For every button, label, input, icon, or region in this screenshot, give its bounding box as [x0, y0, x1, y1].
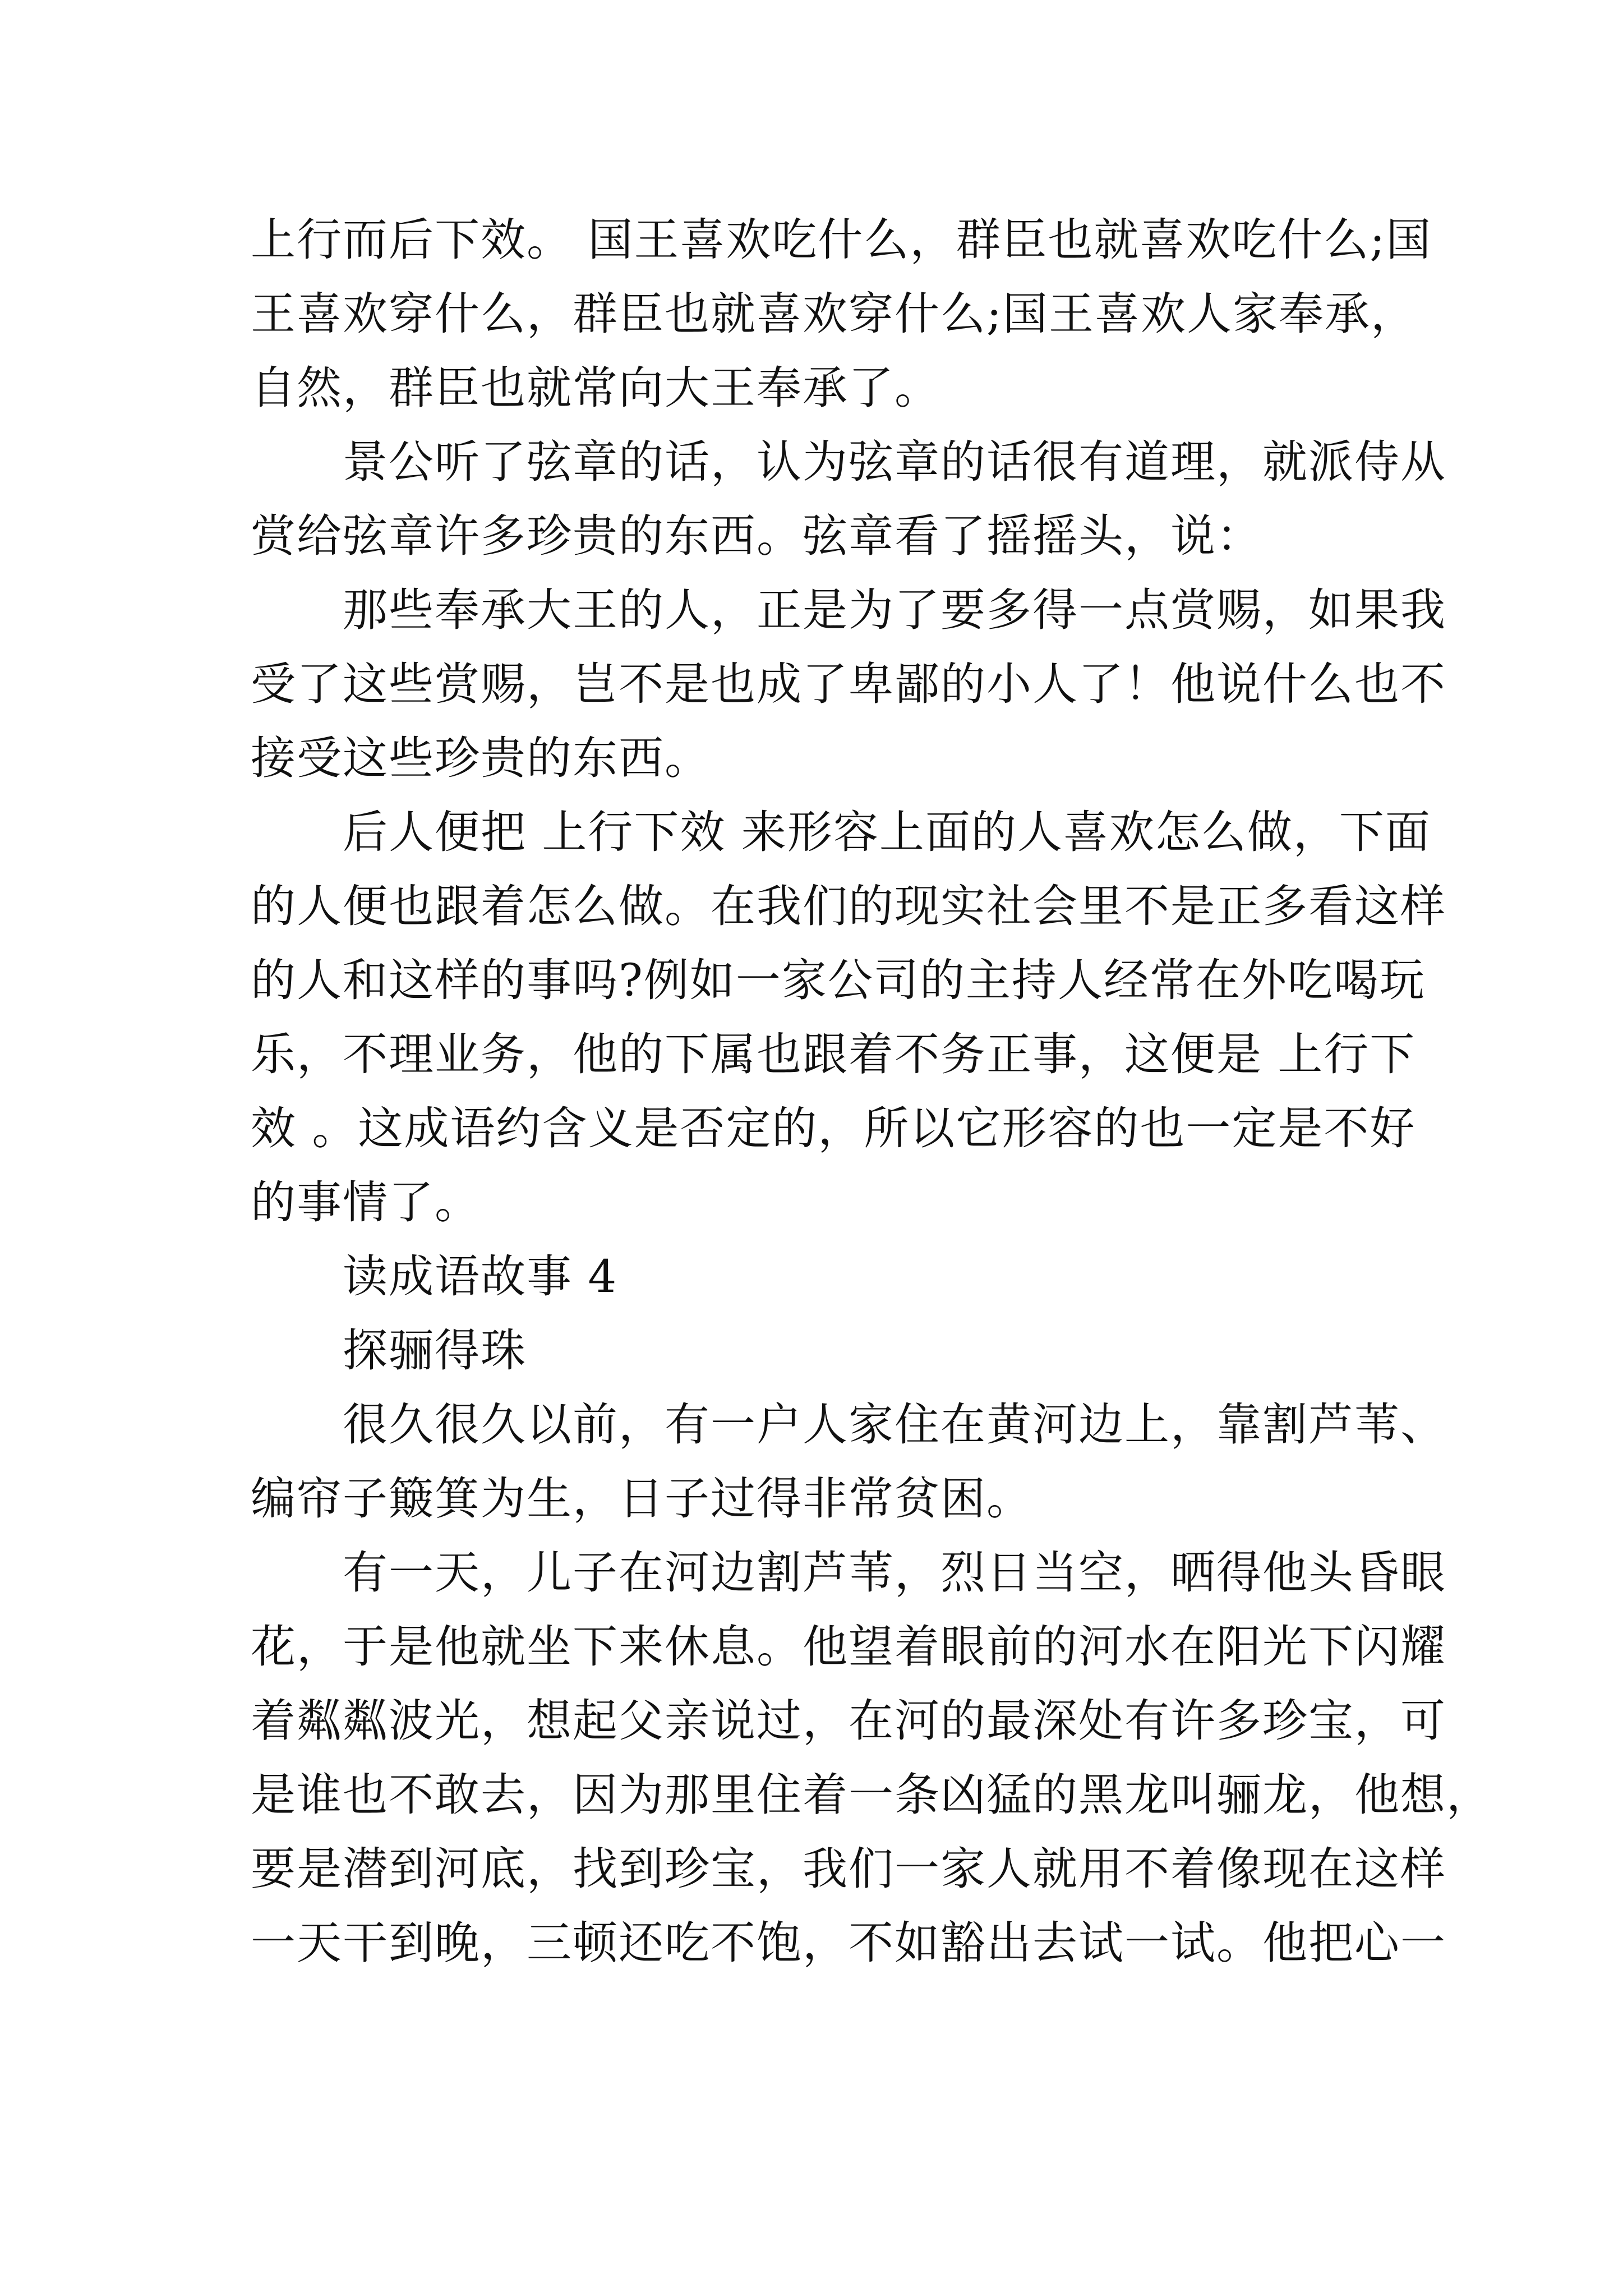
text-line: 乐，不理业务，他的下属也跟着不务正事，这便是 上行下 — [251, 1028, 1416, 1080]
text-line: 的事情了。 — [251, 1176, 481, 1228]
text-line: 一天干到晚，三顿还吃不饱，不如豁出去试一试。他把心一 — [251, 1917, 1446, 1969]
text-line: 有一天，儿子在河边割芦苇，烈日当空，晒得他头昏眼 — [251, 1547, 1446, 1599]
text-line: 上行而后下效。 国王喜欢吃什么，群臣也就喜欢吃什么;国 — [251, 214, 1432, 266]
text-line: 赏给弦章许多珍贵的东西。弦章看了摇摇头，说： — [251, 510, 1262, 562]
text-line: 的人和这样的事吗?例如一家公司的主持人经常在外吃喝玩 — [251, 954, 1426, 1006]
text-line: 的人便也跟着怎么做。在我们的现实社会里不是正多看这样 — [251, 880, 1446, 932]
text-line: 王喜欢穿什么，群臣也就喜欢穿什么;国王喜欢人家奉承， — [251, 288, 1417, 340]
text-line: 要是潜到河底，找到珍宝，我们一家人就用不着像现在这样 — [251, 1843, 1446, 1895]
text-line: 景公听了弦章的话，认为弦章的话很有道理，就派侍从 — [251, 436, 1446, 488]
text-line: 编帘子簸箕为生，日子过得非常贫困。 — [251, 1473, 1032, 1525]
text-line: 受了这些赏赐，岂不是也成了卑鄙的小人了！他说什么也不 — [251, 658, 1446, 710]
text-line: 着粼粼波光，想起父亲说过，在河的最深处有许多珍宝，可 — [251, 1695, 1446, 1747]
text-line: 花，于是他就坐下来休息。他望着眼前的河水在阳光下闪耀 — [251, 1621, 1446, 1673]
story-title: 探骊得珠 — [251, 1324, 527, 1377]
text-line: 很久很久以前，有一户人家住在黄河边上，靠割芦苇、 — [251, 1398, 1446, 1451]
text-line: 那些奉承大王的人，正是为了要多得一点赏赐，如果我 — [251, 584, 1446, 636]
section-heading: 读成语故事 4 — [251, 1250, 618, 1303]
text-line: 自然，群臣也就常向大王奉承了。 — [251, 362, 940, 414]
text-line: 效 。这成语约含义是否定的，所以它形容的也一定是不好 — [251, 1102, 1416, 1154]
text-line: 是谁也不敢去，因为那里住着一条凶猛的黑龙叫骊龙，他想， — [251, 1769, 1492, 1821]
text-line: 接受这些珍贵的东西。 — [251, 732, 711, 784]
text-line: 后人便把 上行下效 来形容上面的人喜欢怎么做，下面 — [251, 806, 1431, 858]
